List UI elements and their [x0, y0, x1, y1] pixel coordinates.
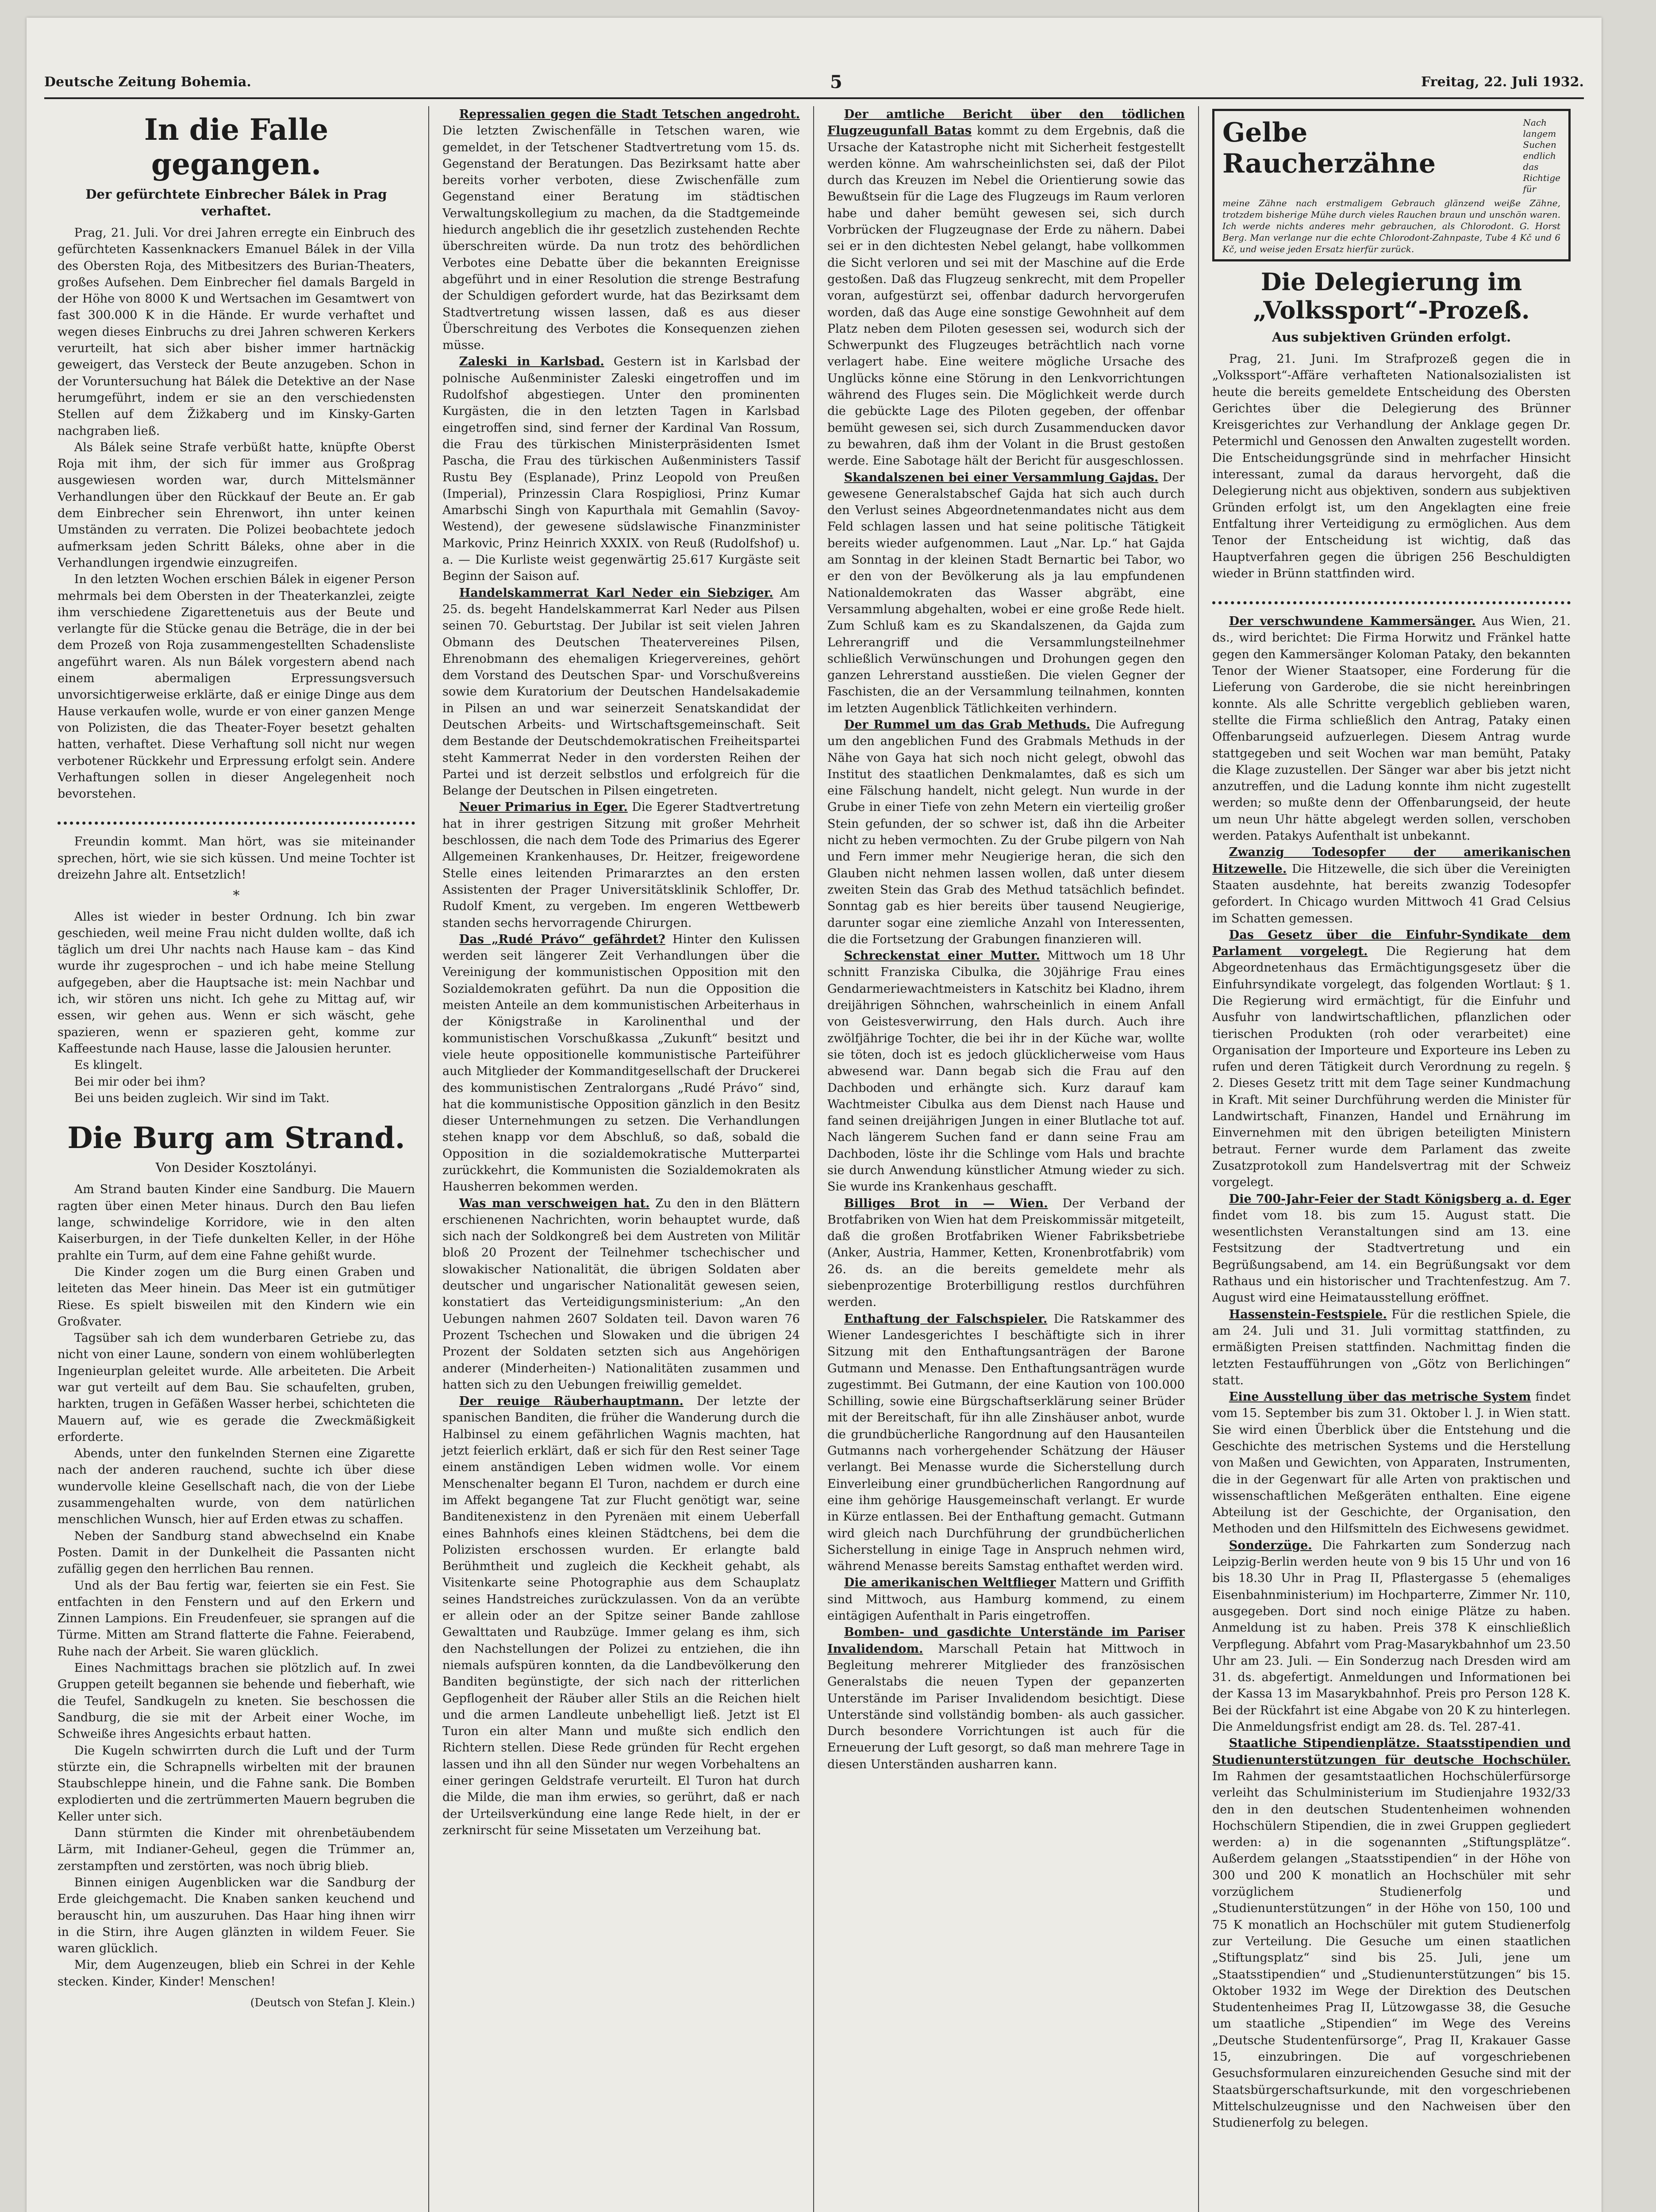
- news-item-heading: Der amtliche Bericht über den tödlichen Flugzeugunfall Batas: [827, 108, 1185, 138]
- ad-body: meine Zähne nach erstmaligem Gebrauch glänzend weiße Zähne, trotzdem bisherige Mühe durch vieles Rauchen braun und unschön waren. Ich werde nichts anderes mehr gebrauchen, als Chlorodont. G. Horst Berg. Man verlange nur die echte Chlorodont-Zahnpaste, Tube 4 Kč und 6 Kč, und weise jeden Ersatz hierfür zurück.: [1222, 198, 1560, 254]
- news-item-heading: Billiges Brot in — Wien.: [844, 1196, 1048, 1210]
- advertisement-box: [1212, 109, 1571, 261]
- news-item: [442, 931, 800, 1195]
- news-item-text: Die letzten Zwischenfälle in Tetschen waren, wie gemeldet, in der Tetschener Stadtvertretung vom 15. ds. Gegenstand der Beratungen. Das Bezirksamt hatte aber bereits vorher verboten, diese Zwischenfälle zum Gegenstand einer Beratung im städtischen Verwaltungskollegium zu machen, da die Stadtgemeinde hiedurch angeblich die ihr gesetzlich zustehenden Rechte überschreiten würde. Da nun trotz des behördlichen Verbotes eine Debatte über die bekannten Ereignisse abgeführt und in einer Resolution die strenge Bestrafung der Schuldigen gefordert wurde, hat das Bezirksamt dem Stadtvertretung wissen lassen, daß es aus dieser Überschreitung des Verbotes die Konsequenzen ziehen müsse.: [442, 124, 800, 353]
- news-item-text: Die Regierung hat dem Abgeordnetenhaus das Ermächtigungsgesetz über die Einfuhrsyndikate vorgelegt, das folgenden Wortlaut: § 1. Die Regierung wird ermächtigt, für die Einfuhr und Ausfuhr von landwirtschaftlichen, pflanzlichen oder tierischen Produkten (roh oder verarbeitet) eine Organisation der Importeure und Exporteure ins Leben zu rufen und deren Tätigkeit durch Verordnung zu regeln. § 2. Dieses Gesetz tritt mit dem Tage seiner Kundmachung in Kraft. Mit seiner Durchführung werden die Minister für Landwirtschaft, Finanzen, Handel und Ernährung im Einvernehmen mit den übrigen beteiligten Ministern betraut. Ferner wurde dem Parlament das zweite Zusatzprotokoll zum Handelsvertrag mit der Schweiz vorgelegt.: [1212, 945, 1571, 1190]
- page-number: 5: [830, 71, 842, 92]
- news-item: [1212, 613, 1571, 844]
- news-item: [827, 717, 1185, 948]
- story-paragraph: Freundin kommt. Man hört, was sie miteinander sprechen, hört, wie sie sich küssen. Und meine Tochter ist dreizehn Jahre alt. Entsetzlich!: [58, 835, 415, 882]
- news-item-heading: Repressalien gegen die Stadt Tetschen angedroht.: [459, 108, 800, 121]
- news-item-text: Die Hitzewelle, die sich über die Vereinigten Staaten ausdehnte, hat bereits zwanzig Todesopfer gefordert. In Chicago wurden Mittwoch 41 Grad Celsius im Schatten gemessen.: [1212, 862, 1571, 926]
- news-item-heading: Die amerikanischen Weltflieger: [844, 1576, 1056, 1590]
- section-divider: [58, 812, 415, 825]
- news-item-heading: Enthaftung der Falschspieler.: [844, 1312, 1048, 1326]
- feuilleton-paragraph: Die Kinder zogen um die Burg einen Graben und leiteten das Meer hinein. Das Meer ist ein gutmütiger Riese. Es spielt bisweilen mit den Kindern wie ein Großvater.: [58, 1265, 415, 1329]
- news-item: [1212, 1537, 1571, 1736]
- newspaper-page: [27, 18, 1602, 2212]
- news-item-heading: Der verschwundene Kammersänger.: [1229, 614, 1476, 629]
- article-headline: Die Delegierung im „Volkssport“-Prozeß.: [1253, 268, 1530, 324]
- feuilleton-paragraph: Dann stürmten die Kinder mit ohrenbetäubendem Lärm, mit Indianer-Geheul, gegen die Trümmer an, zerstampften und zerstörten, was noch übrig blieb.: [58, 1826, 415, 1873]
- story-paragraph: Bei uns beiden zugleich. Wir sind im Takt.: [74, 1091, 330, 1105]
- news-item-heading: Schreckenstat einer Mutter.: [844, 949, 1040, 963]
- news-item: [1212, 1191, 1571, 1306]
- news-item-heading: Hassenstein-Festspiele.: [1229, 1307, 1387, 1321]
- news-item: [1212, 844, 1571, 926]
- news-item-heading: Skandalszenen bei einer Versammlung Gajdas.: [844, 470, 1159, 484]
- news-item-text: Am 25. ds. begeht Handelskammerrat Karl Neder aus Pilsen seinen 70. Geburtstag. Der Jubilar ist seit vielen Jahren Obmann des Deutschen Theatervereines Pilsen, Ehrenobmann des ehemaligen Kriegervereines, gehört dem Vorstand des Deutschen Spar- und Vorschußvereins sowie dem Kuratorium der Deutschen Handelsakademie in Pilsen an und war seinerzeit Senatskandidat der Deutschen Arbeits- und Wirtschaftsgemeinschaft. Seit dem Bestande der Deutschdemokratischen Freiheitspartei steht Kammerrat Neder in den vordersten Reihen der Partei und ist derzeit selbstlos und erfolgreich für die Belange der Deutschen in Pilsen eingetreten.: [442, 586, 800, 798]
- news-item: [442, 106, 800, 353]
- news-item-text: Mattern und Griffith sind Mittwoch, aus Hamburg kommend, zu einem eintägigen Aufenthalt in Paris eingetroffen.: [827, 1576, 1185, 1623]
- feuilleton-paragraph: Binnen einigen Augenblicken war die Sandburg der Erde gleichgemacht. Die Knaben sanken keuchend und berauscht hin, um auszuruhen. Das Haar hing ihnen wirr in die Stirn, ihre Augen glänzten in wildem Feuer. Sie waren glücklich.: [58, 1875, 415, 1956]
- column-2: [429, 106, 814, 2212]
- news-item: [442, 1195, 800, 1394]
- news-item-text: Der letzte der spanischen Banditen, die früher die Wanderung durch die Halbinsel zu einem gefährlichen Wagnis machten, hat jetzt feierlich erklärt, daß er sich für den Rest seiner Tage einem anständigen Leben widmen wolle. Vor einem Menschenalter begann El Turon, nachdem er durch eine im Affekt begangene Tat zur Flucht genötigt war, seine Banditenexistenz in den Pyrenäen mit einem Ueberfall eines Bahnhofs eines kleinen Städtchens, bei dem die Polizisten erschossen wurden. Er erlangte bald Berühmtheit und zugleich die Keckheit gehabt, als Visitenkarte seine Photographie aus dem Schauplatz seines Handstreiches zurückzulassen. Von da an verübte er allein oder an der Spitze seiner Bande zahllose Gewalttaten und Raubzüge. Immer gelang es ihm, sich den Nachstellungen der Polizei zu entziehen, die ihn niemals aufspüren konnten, da die Landbevölkerung den Banditen begünstigte, der sich nach der ritterlichen Gepflogenheit der Räuber aller Stils an die Reichen hielt und die armen Landleute unbehelligt ließ. Jetzt ist El Turon ein alter Mann und mußte sich endlich den Richtern stellen. Diese Rede gründen für Recht ergehen lassen und ihn all den Sünder nur wegen Vorbehaltens an einer geringen Geldstrafe verurteilt. El Turon hat durch die Milde, die man ihm erwies, so gerührt, daß er nach der Urteilsverkündung eine lange Rede hielt, in der er zerknirscht für seine Missetaten um Verzeihung bat.: [442, 1394, 800, 1837]
- issue-date: Freitag, 22. Juli 1932.: [1421, 74, 1584, 90]
- news-item-heading: Neuer Primarius in Eger.: [459, 800, 628, 814]
- news-item-heading: Das „Rudé Právo“ gefährdet?: [459, 932, 665, 946]
- section-divider: [1212, 591, 1571, 604]
- news-item: [1212, 1306, 1571, 1389]
- column-4: [1199, 106, 1584, 2212]
- news-item: [827, 469, 1185, 717]
- news-item-text: Im Rahmen der gesamtstaatlichen Hochschülerfürsorge verleiht das Schulministerium im Studienjahre 1932/33 den in den deutschen Studentenheimen wohnenden Hochschülern Stipendien, die in zwei Gruppen gegliedert werden: a) in die sogenannten „Stiftungsplätze“. Außerdem gelangen „Staatsstipendien“ in der Höhe von 300 und 200 K monatlich an Hochschüler mit sehr vorzüglichem Studienerfolg und „Studienunterstützungen“ in der Höhe von 150, 100 und 75 K monatlich an Hochschüler mit gutem Studienerfolg zur Verteilung. Die Gesuche um einen staatlichen „Stiftungsplatz“ sind bis 25. Juli, jene um „Staatsstipendien“ und „Studienunterstützungen“ bis 15. Oktober 1932 im Wege der Direktion des Deutschen Studentenheimes Prag II, Lützowgasse 38, die Gesuche um staatliche „Stipendien“ im Wege des Vereins „Deutsche Studentenfürsorge“, Prag II, Krakauer Gasse 15, einzubringen. Die auf vorgeschriebenen Gesuchsformularen einzureichenden Gesuche sind mit der Staatsbürgerschaftsurkunde, mit den vorgeschriebenen Mittelschulzeugnisse und den Nachweisen über den Studienerfolg zu belegen.: [1212, 1769, 1571, 2130]
- news-item-text: Der Verband der Brotfabriken von Wien hat dem Preiskommissär mitgeteilt, daß die großen Brotfabriken Wiener Fabriksbetriebe (Anker, Austria, Hammer, Ketten, Kronenbrotfabrik) vom 26. ds. an die bereits gemeldete mehr als siebenprozentige Broterbilligung restlos durchführen werden.: [827, 1196, 1185, 1310]
- column-1: [44, 106, 429, 2212]
- news-item-heading: Handelskammerrat Karl Neder ein Siebziger.: [459, 586, 773, 600]
- news-item-text: Die Ratskammer des Wiener Landesgerichtes I beschäftigte sich in ihrer Sitzung mit den Enthaftungsanträgen der Barone Gutmann und Menasse. Den Enthaftungsanträgen wurde zugestimmt. Bei Gutmann, der eine Kaution von 100.000 Schilling, sowie eine Bürgschaftserklärung seiner Brüder mit der Bereitschaft, für ihn alle Zinshäuser anbot, wurde die grundbücherliche Rangordnung auf den Hausanteilen Gutmanns nach vorhergehender Schätzung der Häuser verlangt. Bei Menasse wurde die Sicherstellung durch Einverleibung einer grundbücherlichen Rangordnung auf eine ihm gehörige Hausgemeinschaft verlangt. Er wurde in Kürze entlassen. Bei der Enthaftung gemacht. Gutmann wird gleich nach Durchführung der grundbücherlichen Sicherstellung in einige Tage in Anspruch nehmen wird, während Menasse bereits Samstag enthaftet werden wird.: [827, 1312, 1185, 1574]
- news-item: [827, 106, 1185, 469]
- story-paragraph: Es klingelt.: [74, 1058, 143, 1072]
- columns: [44, 106, 1584, 2212]
- feuilleton-paragraph: Die Kugeln schwirrten durch die Luft und der Turm stürzte ein, die Schrapnells wirbelten mit der braunen Staubschleppe hinein, und die Fahne sank. Die Bomben explodierten und die zertrümmerten Mauern begruben die Keller unter sich.: [58, 1743, 415, 1824]
- news-item-text: findet vom 18. bis zum 15. August statt. Die wesentlichsten Veranstaltungen sind am 13. eine Festsitzung der Stadtvertretung und ein Begrüßungsabend, am 14. ein Begrüßungsakt vor dem Rathaus und ein historischer und Trachtenfestzug. Am 7. August wird eine Heimatausstellung eröffnet.: [1212, 1208, 1571, 1305]
- story-paragraph: Alles ist wieder in bester Ordnung. Ich bin zwar geschieden, weil meine Frau nicht dulden wollte, daß ich täglich um drei Uhr nachts nach Hause kam – das Kind wurde ihr zugesprochen – und ich habe meine Stellung aufgegeben, aber die Hauptsache ist: mein Nachbar und ich, wir stören uns nicht. Ich gehe zu Mittag auf, wir essen, wir gehen aus. Wenn er sich wäscht, gehe spazieren, wenn er spazieren geht, komme zur Kaffeestunde nach Hause, lasse die Jalousien herunter.: [58, 910, 415, 1056]
- news-item-heading: Was man verschweigen hat.: [459, 1196, 650, 1210]
- article-paragraph: Als Bálek seine Strafe verbüßt hatte, knüpfte Oberst Roja mit ihm, der sich für immer aus Großprag ausgewiesen worden war, durch Mittelsmänner Verhandlungen über den Rückkauf der Beute an. Er gab dem Einbrecher sein Ehrenwort, ihn unter keinen Umständen zu verraten. Die Polizei beobachtete jedoch aufmerksam jeden Schritt Báleks, ohne aber in die Verhandlungen irgendwie einzugreifen.: [58, 440, 415, 570]
- news-item-heading: Zwanzig Todesopfer der amerikanischen Hitzewelle.: [1212, 845, 1571, 876]
- news-item: [442, 799, 800, 931]
- news-item-text: Hinter den Kulissen werden seit längerer Zeit Verhandlungen über die Vereinigung der kommunistischen Opposition mit den Sozialdemokraten geführt. Da nun die Opposition die meisten Anteile an dem kommunistischen Arbeiterhaus in der Königstraße in Karolinenthal und der kommunistischen Vorschußkassa „Zukunft“ besitzt und viele heute oppositionelle kommunistische Parteiführer auch Mitglieder der Kommanditgesellschaft der Druckerei des kommunistischen Zentralorgans „Rudé Právo“ sind, hat die kommunistische Opposition gänzlich in den Besitz dieser Unternehmungen zu setzen. Die Verhandlungen stehen knapp vor dem Abschluß, so daß, sobald die Opposition in die sozialdemokratische Mutterpartei zurückkehrt, die Kommunisten die Sozialdemokraten als Hausherren bekommen werden.: [442, 932, 800, 1194]
- news-item: [1212, 927, 1571, 1191]
- article-paragraph: Prag, 21. Juni. Im Strafprozeß gegen die in „Volkssport“-Affäre verhafteten Nationalsozialisten ist heute die bereits gemeldete Entscheidung des Obersten Gerichtes über die Delegierung des Brünner Kreisgerichtes zur Verhandlung der Anklage gegen Dr. Petermichl und Genossen den Anwalten zugestellt worden. Die Entscheidungsgründe sind in mehrfacher Hinsicht interessant, zumal da daraus hervorgeht, daß die Delegierung nicht aus objektiven, sondern aus subjektiven Gründen erfolgt ist, um den Angeklagten eine freie Entfaltung ihrer Verteidigung zu ermöglichen. Aus dem Tenor der Entscheidung ist wichtig, daß das Hauptverfahren gegen die übrigen 256 Beschuldigten wieder in Brünn stattfinden wird.: [1212, 352, 1571, 580]
- story-paragraph: Bei mir oder bei ihm?: [74, 1075, 206, 1089]
- article-headline: In die Falle gegangen.: [144, 112, 329, 181]
- feuilleton-paragraph: Eines Nachmittags brachen sie plötzlich auf. In zwei Gruppen geteilt begannen sie behende und fieberhaft, wie die Teufel, Sandkugeln zu kneten. Sie beschossen die Sandburg, die sie mit der Arbeit einer Woche, im Schweiße ihres Angesichts erbaut hatten.: [58, 1661, 415, 1741]
- news-item: [1212, 1735, 1571, 2131]
- news-item: [827, 948, 1185, 1195]
- article-subhead: Aus subjektiven Gründen erfolgt.: [1272, 330, 1511, 345]
- ad-side-text: Nach langem Suchen endlich das Richtige für: [1523, 117, 1560, 194]
- translation-credit: (Deutsch von Stefan J. Klein.): [250, 1996, 415, 2009]
- news-item-text: Zu den in den Blättern erschienenen Nachrichten, worin behauptet wurde, daß sich nach der Soldkongreß bei dem Austreten von Militär bloß 20 Prozent der Teilnehmer tschechischer und slowakischer Nationalität, die übrigen Soldaten aber deutscher und ungarischer Nationalität gewesen seien, konstatiert das Verteidigungsministerium: „An den Uebungen nahmen 2607 Soldaten teil. Davon waren 76 Prozent Tschechen und Slowaken und die übrigen 24 Prozent der Soldaten setzten sich aus Angehörigen anderer (Minderheiten-) Nationalitäten zusammen und hatten sich zu den Uebungen freiwillig gemeldet.: [442, 1196, 800, 1392]
- news-item-heading: Sonderzüge.: [1229, 1538, 1312, 1552]
- column-3: [814, 106, 1199, 2212]
- feuilleton-paragraph: Abends, unter den funkelnden Sternen eine Zigarette nach der anderen rauchend, suchte ich über diese wundervolle kleine Gesellschaft nach, die von der Liebe zusammengehalten wurde, von dem natürlichen menschlichen Wunsch, hier auf Erden etwas zu schaffen.: [58, 1447, 415, 1527]
- feuilleton-paragraph: Am Strand bauten Kinder eine Sandburg. Die Mauern ragten über einen Meter hinaus. Durch den Bau liefen lange, schwindelige Korridore, wie in den alten Kaiserburgen, in der Tiefe dunkelten Keller, in der Höhe prahlte ein Turm, auf dem eine Fahne gehißt wurde.: [58, 1183, 415, 1263]
- news-item: [442, 585, 800, 799]
- news-item-text: Für die restlichen Spiele, die am 24. Juli und 31. Juli vormittag stattfinden, zu ermäßigten Preisen stattfinden. Nachmittag finden die letzten Festaufführungen von „Götz von Berlichingen“ statt.: [1212, 1307, 1571, 1387]
- feuilleton-paragraph: Neben der Sandburg stand abwechselnd ein Knabe Posten. Damit in der Dunkelheit die Passanten nicht zufällig gegen den herrlichen Bau rennen.: [58, 1529, 415, 1576]
- news-item-heading: Der reuige Räuberhauptmann.: [459, 1394, 684, 1409]
- news-item: [442, 1393, 800, 1839]
- news-item-text: kommt zu dem Ergebnis, daß die Ursache der Katastrophe nicht mit Sicherheit festgestellt werden könne. Am wahrscheinlichsten sei, daß der Pilot durch das Kreuzen im Nebel die Orientierung sowie das Bewußtsein für die Lage des Flugzeugs im Raum verloren habe und daher bemüht gewesen sei, sich durch Vorbrücken der Flugzeugnase der Erde zu nähern. Dabei sei er in den dichtesten Nebel gelangt, habe vollkommen die Sicht verloren und sei mit der Maschine auf die Erde gestoßen. Daß das Flugzeug senkrecht, mit dem Propeller voran, aufgestürzt sei, offenbar dadurch hervorgerufen worden, daß das Auge eine sonstige Gewohnheit auf dem Platz neben dem Piloten gesessen sei, wodurch sich der Schwerpunkt des Flugzeuges beträchtlich nach vorne verlagert habe. Eine weitere mögliche Ursache des Unglücks könne eine Störung in den Lenkvorrichtungen während des Fluges sein. Die Möglichkeit werde durch die gebückte Lage des Piloten gegeben, der offenbar bemüht gewesen sei, sich durch Zusammenducken davor zu bewahren, daß ihm der Volant in die Brust gestoßen werde. Eine Sabotage hält der Bericht für ausgeschlossen.: [827, 124, 1185, 468]
- news-item-heading: Das Gesetz über die Einfuhr-Syndikate dem Parlament vorgelegt.: [1212, 928, 1571, 959]
- ad-title: Gelbe Raucherzähne: [1222, 117, 1436, 179]
- news-item-heading: Staatliche Stipendienplätze. Staatsstipendien und Studienunterstützungen für deutsche Hochschüler.: [1212, 1736, 1571, 1767]
- news-item-heading: Zaleski in Karlsbad.: [459, 355, 604, 369]
- feuilleton-paragraph: Tagsüber sah ich dem wunderbaren Getriebe zu, das nicht von einer Laune, sondern von einem wohlüberlegten Ingenieurplan geleitet wurde. Alle arbeiteten. Die Arbeit war gut verteilt auf dem Bau. Sie schaufelten, gruben, harkten, trugen in Gefäßen Wasser herbei, schichteten die Mauern auf, wie es gerade die Zweckmäßigkeit erforderte.: [58, 1331, 415, 1444]
- news-item: [442, 353, 800, 584]
- news-item: [1212, 1389, 1571, 1537]
- article-subhead: Der gefürchtete Einbrecher Bálek in Prag verhaftet.: [85, 187, 387, 219]
- news-item-text: findet vom 15. September bis zum 31. Oktober l. J. in Wien statt. Sie wird einen Überblick über die Entstehung und die Geschichte des metrischen Systems und die Herstellung von Maßen und Gewichten, von Apparaten, Instrumenten, die in der Gegenwart für alle Arten von praktischen und wissenschaftlichen Meßgeräten enthalten. Eine eigene Abteilung ist der Geschichte, der Organisation, den Methoden und den Hilfsmitteln des Eichwesens gewidmet.: [1212, 1390, 1571, 1536]
- feuilleton-byline: Von Desider Kosztolányi.: [155, 1160, 317, 1175]
- news-item-text: Die Aufregung um den angeblichen Fund des Grabmals Methuds in der Nähe von Gaya hat sich noch nicht gelegt, obwohl das Institut des staatlichen Denkmalamtes, daß es sich um eine Fälschung handelt, nicht gelegt. Nun wurde in der Grube in einer Tiefe von zehn Metern ein vierteilig großer Stein gefunden, der so schwer ist, daß ihn die Arbeiter nicht zu heben vermochten. Zu der Grube pilgern von Nah und Fern immer mehr Neugierige heran, die sich den Glauben nicht nehmen lassen wollen, daß unter diesem zweiten Stein das Grab des Methud tatsächlich befindet. Sonntag gab es hier bereits über tausend Neugierige, darunter sogar eine ziemliche Anzahl von Interessenten, die die Fortsetzung der Grabungen finanzieren will.: [827, 718, 1185, 946]
- news-item: [827, 1195, 1185, 1311]
- news-item-text: Der gewesene Generalstabschef Gajda hat sich auch durch den Verlust seines Abgeordnetenmandates nicht aus dem Feld schlagen lassen und hat seine politische Tätigkeit bereits wieder aufgenommen. Laut „Nar. Lp.“ hat Gajda am Sonntag in der kleinen Stadt Bernartic bei Tabor, wo er den von der Bevölkerung als ja lau empfundenen Nationaldemokraten das Wasser abgräbt, eine Versammlung abgehalten, wobei er eine große Rede hielt. Zum Schluß kam es zu Skandalszenen, da Gajda zum Lehrerangriff und die Versammlungsteilnehmer schließlich Verwünschungen und Drohungen gegen den ganzen Lehrerstand ausstießen. Die vielen Gegner der Faschisten, die an der Versammlung teilnahmen, konnten im letzten Augenblick Tätlichkeiten verhindern.: [827, 470, 1185, 715]
- article-paragraph: In den letzten Wochen erschien Bálek in eigener Person mehrmals bei dem Obersten in der Theaterkanzlei, zeigte ihm verschiedene Zigarettenetuis aus der Beute und verlangte für die Stücke genau die Beträge, die in der bei dem Prozeß von Roja zusammengestellten Schadensliste angeführt waren. Als nun Bálek vorgestern abend nach einem abermaligen Erpressungsversuch unvorsichtigerweise erklärte, daß er einige Dinge aus dem Hause verkaufen wolle, wurde er von einer ganzen Menge von Polizisten, die das Theater-Foyer besetzt gehalten hatten, verhaftet. Diese Verhaftung soll nicht nur wegen verbotener Rückkehr und Erpressung erfolgt sein. Andere Verhaftungen sollen in dieser Angelegenheit noch bevorstehen.: [58, 572, 415, 801]
- news-item-text: Die Egerer Stadtvertretung hat in ihrer gestrigen Sitzung mit großer Mehrheit beschlossen, die nach dem Tode des Primarius des Egerer Allgemeinen Krankenhauses, Dr. Heitzer, freigewordene Stelle eines leitenden Primararztes an den ersten Assistenten der Prager Universitätsklinik Schloffer, Dr. Rudolf Kment, zu vergeben. Im engeren Wettbewerb standen sechs hervorragende Chirurgen.: [442, 800, 800, 930]
- news-item-heading: Der Rummel um das Grab Methuds.: [844, 718, 1091, 732]
- news-item-text: Mittwoch um 18 Uhr schnitt Franziska Cibulka, die 30jährige Frau eines Gendarmeriewachtmeisters in Katschitz bei Kladno, ihrem dreijährigen Söhnchen, wahrscheinlich in einem Anfall von Geistesverwirrung, den Hals durch. Auch ihre zwölfjährige Tochter, die bei ihr in der Küche war, wollte sie töten, doch ist es jedoch glücklicherweise vom Haus abwesend war. Dann begab sich die Frau auf den Dachboden und erhängte sich. Kurz darauf kam Wachtmeister Cibulka aus dem Dienst nach Hause und fand seinen dreijährigen Jungen in einer Blutlache tot auf. Nach längerem Suchen fand er dann seine Frau am Dachboden, löste ihr die Schlinge vom Hals und brachte sie durch Anwendung künstlicher Atmung wieder zu sich. Sie wurde ins Krankenhaus geschafft.: [827, 949, 1185, 1194]
- paper-title: Deutsche Zeitung Bohemia.: [44, 74, 251, 90]
- news-item-text: Aus Wien, 21. ds., wird berichtet: Die Firma Horwitz und Fränkel hatte gegen den Kammersänger Koloman Pataky, den bekannten Tenor der Wiener Staatsoper, eine Forderung für die Lieferung von Garderobe, die sie nicht hereinbringen konnte. Als alle Schritte vergeblich geblieben waren, stellte die Firma schließlich den Antrag, Pataky einen Offenbarungseid aufzuerlegen. Diesem Antrag wurde stattgegeben und seit Wochen war man bemüht, Pataky die Klage zuzustellen. Der Sänger war aber bis jetzt nicht anzutreffen, und die Ladung konnte ihm nicht zugestellt werden; so mußte denn der Offenbarungseid, der heute um neun Uhr hätte abgelegt werden sollen, verschoben werden. Patakys Aufenthalt ist unbekannt.: [1212, 614, 1571, 843]
- news-item-text: Marschall Petain hat Mittwoch in Begleitung mehrerer Mitglieder des französischen Generalstabs die neuen Typen der gepanzerten Unterstände im Pariser Invalidendom besichtigt. Diese Unterstände sind vollständig bomben- als auch gassicher. Durch besondere Vorrichtungen ist auch für die Erneuerung der Luft gesorgt, so daß man mehrere Tage in diesen Unterständen ausharren kann.: [827, 1642, 1185, 1771]
- feuilleton-paragraph: Mir, dem Augenzeugen, blieb ein Schrei in der Kehle stecken. Kinder, Kinder! Menschen!: [58, 1958, 415, 1989]
- news-item-heading: Die 700-Jahr-Feier der Stadt Königsberg a. d. Eger: [1229, 1192, 1571, 1206]
- feuilleton-headline: Die Burg am Strand.: [67, 1121, 405, 1156]
- news-item: [827, 1624, 1185, 1773]
- news-item-text: Gestern ist in Karlsbad der polnische Außenminister Zaleski eingetroffen und im Rudolfshof abgestiegen. Unter den prominenten Kurgästen, die in den letzten Tagen in Karlsbad eingetroffen sind, sind ferner der Kardinal Van Rossum, die Frau des türkischen Ministerpräsidenten Ismet Pascha, die Frau des türkischen Außenministers Tassif Rustu Bey (Esplanade), Prinz Leopold von Preußen (Imperial), Prinzessin Clara Rospigliosi, Prinz Kumar Amarbschi Singh von Kapurthala mit Gemahlin (Savoy-Westend), der gewesene südslawische Finanzminister Markovic, Prinz Heinrich XXXIX. von Reuß (Rudolfshof) u. a. — Die Kurliste weist gegenwärtig 25.617 Kurgäste seit Beginn der Saison auf.: [442, 355, 800, 584]
- article-paragraph: Prag, 21. Juli. Vor drei Jahren erregte ein Einbruch des gefürchteten Kassenknackers Emanuel Bálek in der Villa des Obersten Roja, des Mitbesitzers des Burian-Theaters, großes Aufsehen. Dem Einbrecher fiel damals Bargeld in der Höhe von 8000 K und Wertsachen im Gesamtwert von fast 300.000 K in die Hände. Er wurde verhaftet und wegen dieses Einbruchs zu drei Jahren schweren Kerkers verurteilt, hat sich aber bisher immer hartnäckig geweigert, das Versteck der Beute anzugeben. Schon in der Voruntersuchung hat Bálek die Detektive an der Nase herumgeführt, indem er sie an den verschiedensten Stellen auf dem Žižkaberg und im Kinsky-Garten nachgraben ließ.: [58, 226, 415, 438]
- news-item-heading: Bomben- und gasdichte Unterstände im Pariser Invalidendom.: [827, 1625, 1185, 1656]
- news-item: [827, 1311, 1185, 1575]
- masthead: [44, 66, 1584, 99]
- feuilleton-paragraph: Und als der Bau fertig war, feierten sie ein Fest. Sie entfachten in den Fenstern und auf den Erkern und Zinnen Lampions. Ein Freudenfeuer, sie sprangen auf die Türme. Mitten am Strand flatterte die Fahne. Feierabend, Ruhe nach der Arbeit. Sie waren glücklich.: [58, 1578, 415, 1659]
- news-item-text: Die Fahrkarten zum Sonderzug nach Leipzig-Berlin werden heute von 9 bis 15 Uhr und von 16 bis 18.30 Uhr in Prag II, Pflastergasse 5 (ehemaliges Eisenbahnministerium) im Hochparterre, Zimmer Nr. 110, ausgegeben. Dort sind noch einige Plätze zu haben. Anmeldung ist zu haben. Preis 378 K einschließlich Verpflegung. Abfahrt vom Prag-Masarykbahnhof um 23.50 Uhr am 23. Juli. — Ein Sonderzug nach Dresden wird am 31. ds. abgefertigt. Anmeldungen und Informationen bei der Kassa 13 im Masarykbahnhof. Preis pro Person 128 K. Bei der Rückfahrt ist eine Abgabe von 20 K zu hinterlegen. Die Anmeldungsfrist endigt am 28. ds. Tel. 287-41.: [1212, 1538, 1571, 1734]
- news-item: [827, 1575, 1185, 1624]
- news-item-heading: Eine Ausstellung über das metrische System: [1229, 1390, 1531, 1404]
- asterisk-divider: *: [233, 888, 240, 904]
